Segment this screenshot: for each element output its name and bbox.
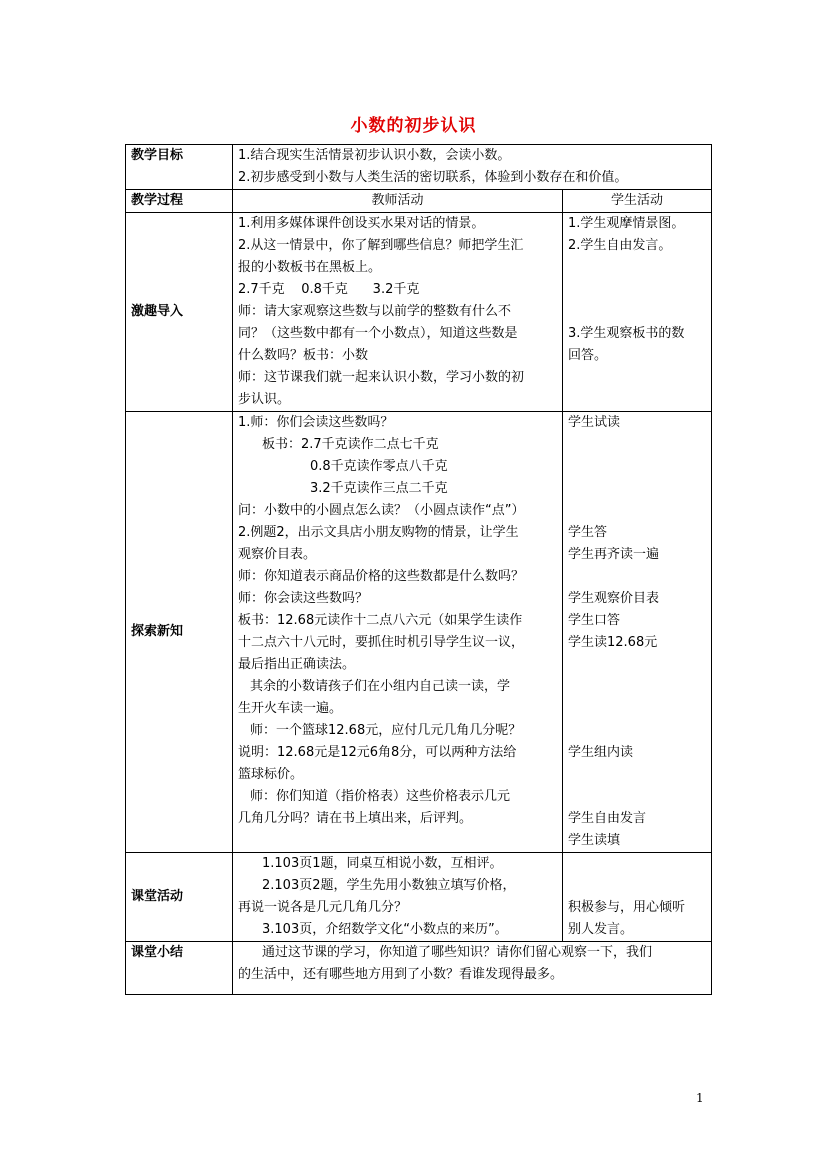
text-line: 师：你们知道（指价格表）这些价格表示几元 [250, 789, 511, 804]
text-line: 篮球标价。 [238, 767, 304, 782]
text-line: 2.学生自由发言。 [568, 238, 672, 253]
text-line: 学生读12.68元 [568, 635, 658, 650]
goals-content [233, 145, 712, 190]
teacher-activity-header: 教师活动 [233, 190, 563, 213]
text-line: 说明：12.68元是12元6角8分，可以两种方法给 [238, 745, 517, 760]
process-header-row [126, 190, 712, 213]
text-line: 学生读填 [568, 833, 621, 848]
text-line: 1.师：你们会读这些数吗？ [238, 415, 394, 430]
text-line [568, 676, 706, 698]
text-line: 师：你知道表示商品价格的这些数都是什么数吗？ [238, 569, 525, 584]
text-line [568, 456, 706, 478]
explore-row [126, 412, 712, 853]
activity-label: 课堂活动 [126, 853, 233, 942]
text-line: 最后指出正确读法。 [238, 657, 356, 672]
text-line: 板书：2.7千克读作二点七千克 [262, 437, 439, 452]
text-line [568, 654, 706, 676]
text-line: 学生再齐读一遍 [568, 547, 660, 562]
goals-row [126, 145, 712, 190]
text-line: 其余的小数请孩子们在小组内自己读一读，学 [250, 679, 511, 694]
text-line [568, 434, 706, 456]
text-line: 报的小数板书在黑板上。 [238, 260, 382, 275]
text-line: 什么数吗？板书：小数 [238, 348, 369, 363]
summary-content [233, 942, 712, 995]
text-line: 3.2千克读作三点二千克 [310, 481, 448, 496]
document-title: 小数的初步认识 [350, 116, 477, 136]
activity-row [126, 853, 712, 942]
text-line [568, 257, 706, 279]
goals-label: 教学目标 [126, 145, 233, 190]
text-line: 十二点六十八元时，要抓住时机引导学生议一议， [238, 635, 525, 650]
text-line [568, 279, 706, 301]
text-line: 0.8千克读作零点八千克 [310, 459, 448, 474]
text-line: 师：你会读这些数吗？ [238, 591, 369, 606]
text-line: 通过这节课的学习，你知道了哪些知识？请你们留心观察一下，我们 [262, 945, 653, 960]
text-line [568, 764, 706, 786]
text-line [568, 301, 706, 323]
summary-row [126, 942, 712, 995]
text-line: 几角几分吗？请在书上填出来，后评判。 [238, 811, 473, 826]
text-line [568, 853, 706, 875]
text-line: 回答。 [568, 348, 608, 363]
text-line [568, 720, 706, 742]
text-line: 1.103页1题，同桌互相说小数，互相评。 [262, 856, 503, 871]
explore-student [563, 412, 712, 853]
text-line [568, 875, 706, 897]
text-line [568, 786, 706, 808]
text-line: 1.利用多媒体课件创设买水果对话的情景。 [238, 216, 485, 231]
text-line: 学生试读 [568, 415, 621, 430]
text-line [568, 478, 706, 500]
text-line: 1.学生观摩情景图。 [568, 216, 685, 231]
student-activity-header: 学生活动 [563, 190, 712, 213]
text-line: 学生组内读 [568, 745, 634, 760]
text-line: 的生活中，还有哪些地方用到了小数？看谁发现得最多。 [238, 967, 564, 982]
text-line: 积极参与，用心倾听 [568, 900, 686, 915]
lesson-plan-table [125, 144, 712, 995]
text-line: 3.学生观察板书的数 [568, 326, 685, 341]
text-line [568, 500, 706, 522]
text-line [568, 698, 706, 720]
goal-line: 2.初步感受到小数与人类生活的密切联系，体验到小数存在和价值。 [238, 170, 628, 185]
explore-teacher [233, 412, 563, 853]
explore-label: 探索新知 [126, 412, 233, 853]
text-line: 2.从这一情景中，你了解到哪些信息？师把学生汇 [238, 238, 524, 253]
process-label: 教学过程 [126, 190, 233, 213]
intro-label: 激趣导入 [126, 213, 233, 412]
text-line: 观察价目表。 [238, 547, 317, 562]
text-line: 2.103页2题，学生先用小数独立填写价格， [262, 878, 516, 893]
activity-teacher [233, 853, 563, 942]
page-number: 1 [696, 1091, 704, 1105]
text-line: 问：小数中的小圆点怎么读？（小圆点读作“点”） [238, 503, 525, 518]
text-line: 2.例题2，出示文具店小朋友购物的情景，让学生 [238, 525, 519, 540]
intro-row [126, 213, 712, 412]
text-line: 学生自由发言 [568, 811, 647, 826]
goal-line: 1.结合现实生活情景初步认识小数，会读小数。 [238, 148, 511, 163]
text-line: 3.103页，介绍数学文化“小数点的来历”。 [262, 922, 508, 937]
text-line: 生开火车读一遍。 [238, 701, 343, 716]
text-line: 板书：12.68元读作十二点八六元（如果学生读作 [238, 613, 523, 628]
text-line: 再说一说各是几元几角几分？ [238, 900, 408, 915]
text-line: 师：一个篮球12.68元，应付几元几角几分呢？ [250, 723, 522, 738]
text-line: 别人发言。 [568, 922, 634, 937]
text-line [568, 566, 706, 588]
activity-student [563, 853, 712, 942]
text-line: 2.7千克 0.8千克 3.2千克 [238, 282, 420, 297]
text-line: 师：请大家观察这些数与以前学的整数有什么不 [238, 304, 512, 319]
text-line: 同？（这些数中都有一个小数点），知道这些数是 [238, 326, 518, 341]
summary-label: 课堂小结 [126, 942, 233, 995]
text-line: 学生观察价目表 [568, 591, 660, 606]
text-line: 步认识。 [238, 392, 291, 407]
text-line: 学生答 [568, 525, 608, 540]
intro-student [563, 213, 712, 412]
intro-teacher [233, 213, 563, 412]
text-line: 学生口答 [568, 613, 621, 628]
text-line: 师：这节课我们就一起来认识小数，学习小数的初 [238, 370, 525, 385]
